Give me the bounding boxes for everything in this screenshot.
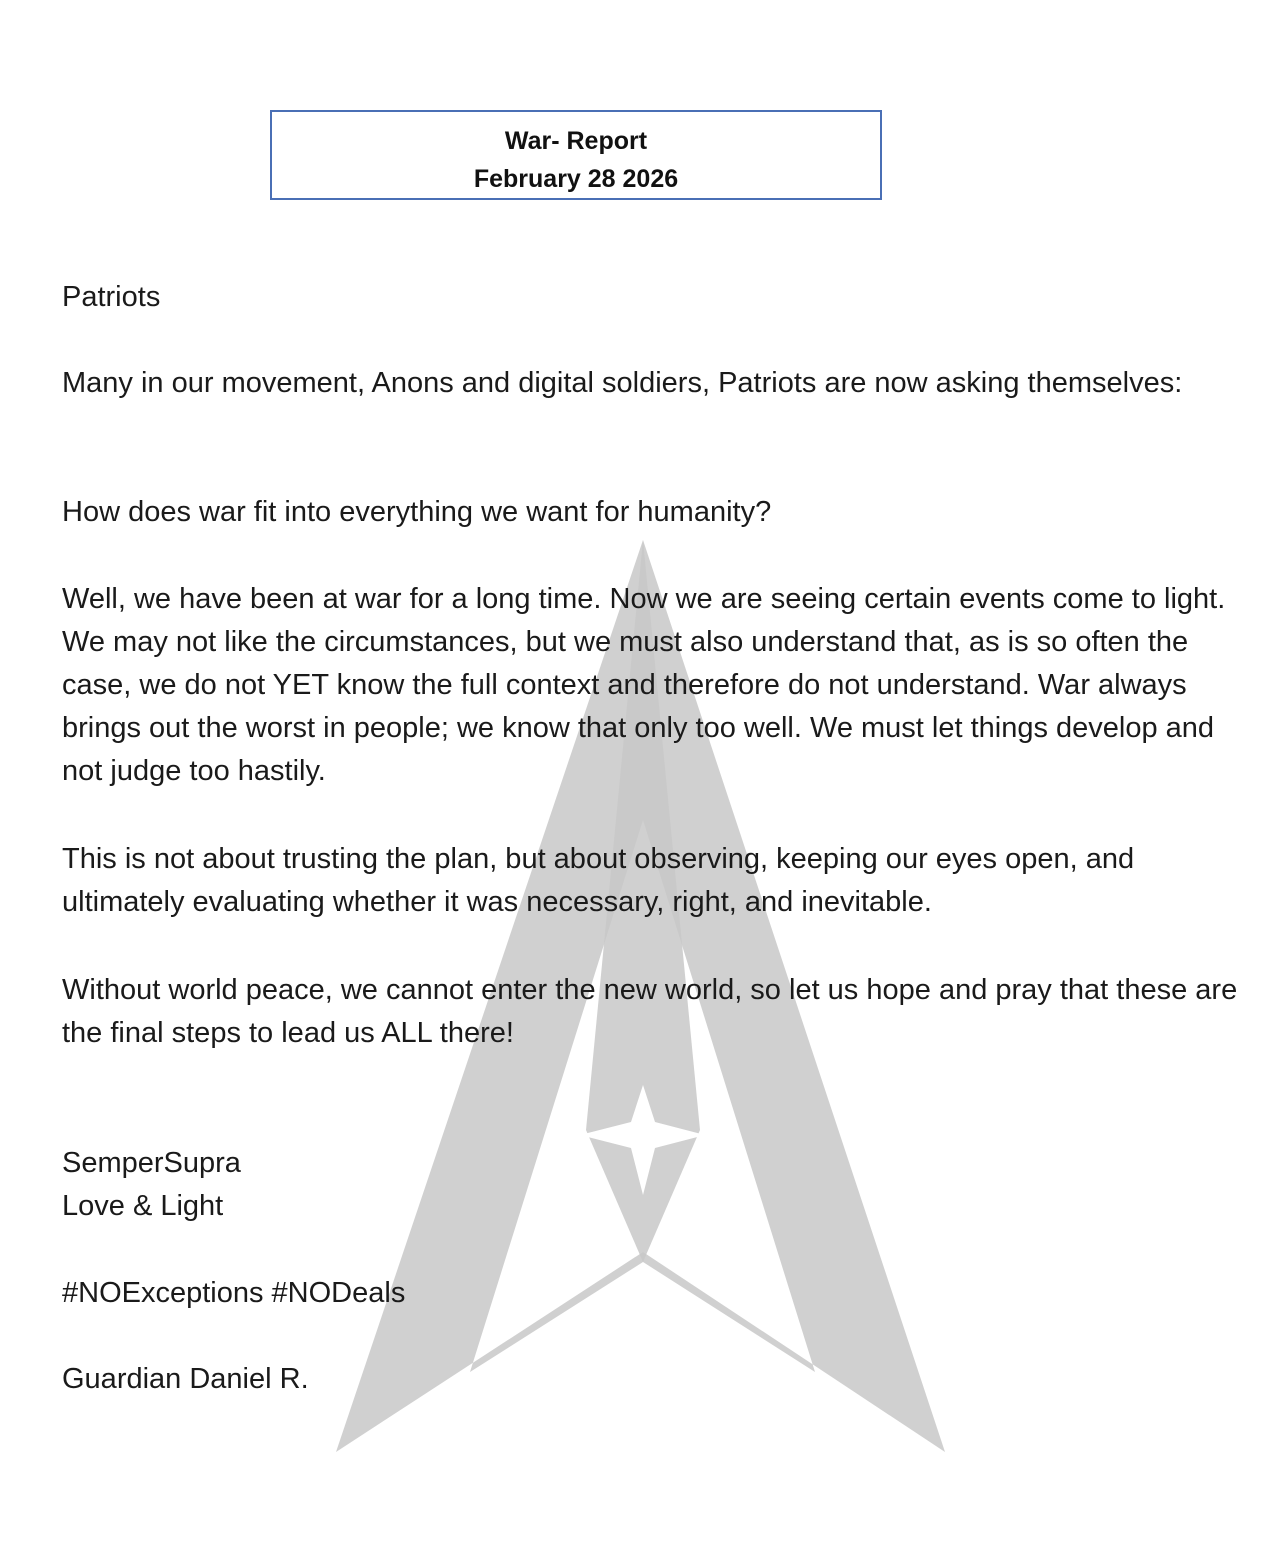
closing-farewell: Love & Light [62,1190,224,1222]
salutation: Patriots [62,281,161,313]
report-title: War- Report [504,127,648,155]
paragraph-1: Many in our movement, Anons and digital soldiers, Patriots are now asking themselves: [62,367,1183,399]
report-date: February 28 2026 [473,165,679,193]
paragraph-4: This is not about trusting the plan, but about observing, keeping our eyes open, and ultimately evaluating whether it was necessary, right, and inevitable. [62,843,1135,918]
paragraph-3: Well, we have been at war for a long time. Now we are seeing certain events come to light. We may not like the circumstances, but we must also understand that, as is so often the case, we do not YET know the full context and therefore do not understand. War always brings out the worst in people; we know that only too well. We must let things develop and not judge too hastily. [62,583,1226,787]
paragraph-2: How does war fit into everything we want for humanity? [62,496,772,528]
hashtags: #NOExceptions #NODeals [62,1277,406,1309]
paragraph-5: Without world peace, we cannot enter the new world, so let us hope and pray that these are the final steps to lead us ALL there! [62,974,1238,1049]
closing-motto: SemperSupra [62,1147,241,1179]
signature: Guardian Daniel R. [62,1363,309,1395]
report-title-box [270,110,882,200]
